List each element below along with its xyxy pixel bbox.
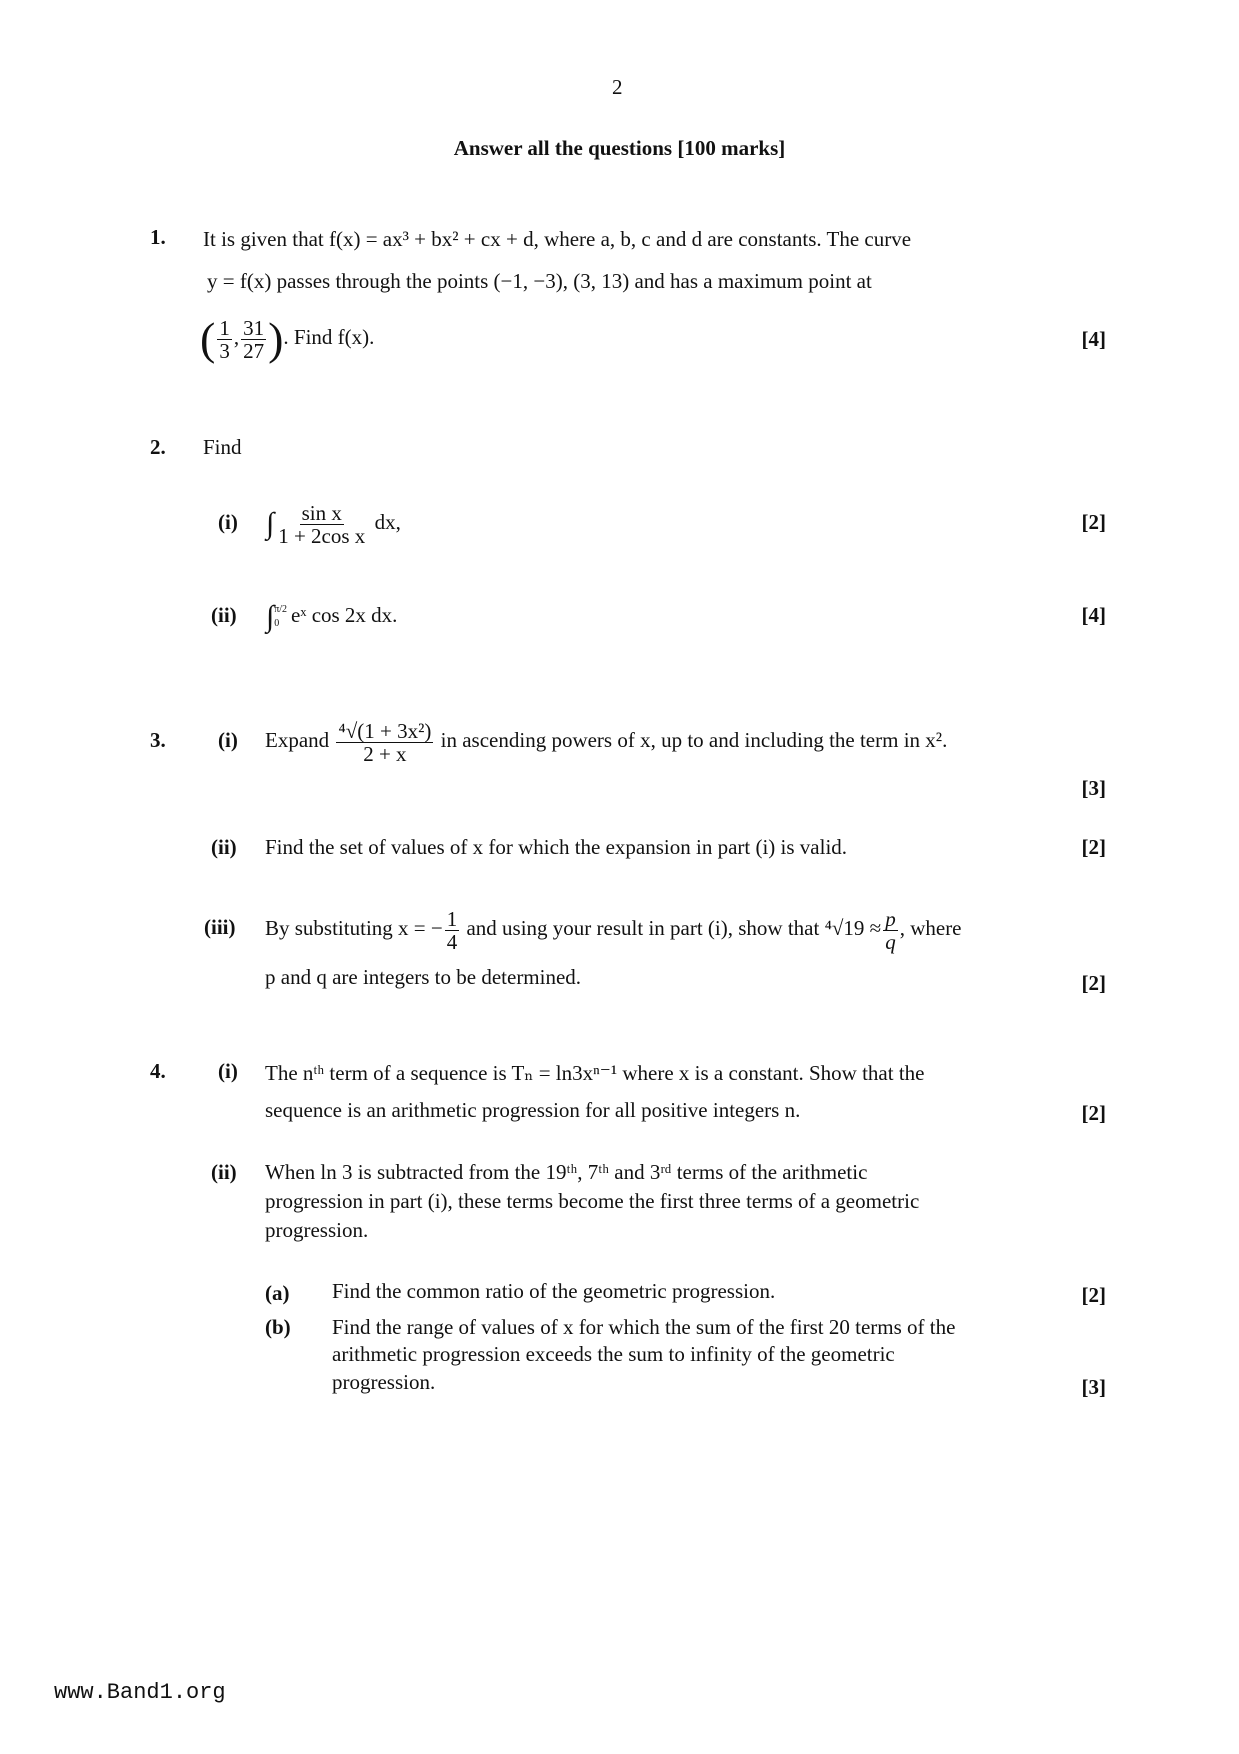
q1-line3: ( $\frac{1}{3}$ , $\frac{31}{27}$ ). Find f(x). <box>200 313 375 365</box>
q4-ii-b-line2: arithmetic progression exceeds the sum to infinity of the geometric <box>332 1342 895 1366</box>
q4-ii-b-line1: Find the range of values of x for which the sum of the first 20 terms of the <box>332 1315 956 1339</box>
marks: [2] <box>1081 1283 1106 1307</box>
q2-i-integral: ∫ $\frac{\text{sin x}}{\text{1 + 2cos x}}$ dx, <box>266 500 401 548</box>
fraction: $\frac{31}{27}$ <box>243 315 265 363</box>
marks: [3] <box>1081 776 1106 800</box>
question-number: 2. <box>150 435 166 459</box>
q2-intro: Find <box>203 435 242 459</box>
marks: [4] <box>1081 327 1106 351</box>
marks: [3] <box>1081 1375 1106 1399</box>
part-label: (iii) <box>204 915 236 939</box>
q4-ii-a-text: Find the common ratio of the geometric progression. <box>332 1279 776 1303</box>
part-label: (ii) <box>211 1160 237 1184</box>
q4-i-line2: sequence is an arithmetic progression for all positive integers n. <box>265 1098 801 1122</box>
footer-watermark: www.Band1.org <box>54 1680 226 1705</box>
part-label: (i) <box>218 728 238 752</box>
marks: [4] <box>1081 603 1106 627</box>
question-number: 1. <box>150 225 166 249</box>
page-number: 2 <box>612 75 623 99</box>
marks: [2] <box>1081 1101 1106 1125</box>
question-number: 3. <box>150 728 166 752</box>
question-number: 4. <box>150 1059 166 1083</box>
part-label: (b) <box>265 1315 291 1339</box>
part-label: (a) <box>265 1281 290 1305</box>
part-label: (i) <box>218 510 238 534</box>
part-label: (ii) <box>211 835 237 859</box>
page-heading: Answer all the questions [100 marks] <box>453 136 786 160</box>
q3-iii-line2: p and q are integers to be determined. <box>265 965 582 989</box>
marks: [2] <box>1081 510 1106 534</box>
q1-line2: y = f(x) passes through the points (−1, −3), (3, 13) and has a maximum point at <box>207 269 872 293</box>
q2-ii-integral: ∫ π/2 0 eˣ cos 2x dx. <box>266 600 398 634</box>
fraction: $\frac{1}{3}$ <box>219 315 230 363</box>
q4-ii-line2: progression in part (i), these terms become the first three terms of a geometric <box>265 1189 920 1213</box>
q3-iii-text: By substituting x = − $\frac{1}{4}$ and using your result in part (i), show that ⁴√19 ≈ $\frac{p}{q}$ , where <box>265 906 962 954</box>
part-label: (i) <box>218 1059 238 1083</box>
q4-ii-line1: When ln 3 is subtracted from the 19ᵗʰ, 7ᵗʰ and 3ʳᵈ terms of the arithmetic <box>265 1160 868 1184</box>
q3-ii-text: Find the set of values of x for which the expansion in part (i) is valid. <box>265 835 848 859</box>
q3-i-text: Expand $\frac{\text{⁴√(1 + 3x²)}}{2 + x}$ in ascending powers of x, up to and including the term in x². <box>265 718 948 766</box>
q4-ii-b-line3: progression. <box>332 1370 436 1394</box>
q4-i-line1: The nᵗʰ term of a sequence is Tₙ = ln3xⁿ⁻¹ where x is a constant. Show that the <box>265 1061 925 1085</box>
marks: [2] <box>1081 971 1106 995</box>
q1-line1: It is given that f(x) = ax³ + bx² + cx + d, where a, b, c and d are constants. The curve <box>203 227 912 251</box>
q4-ii-line3: progression. <box>265 1218 369 1242</box>
marks: [2] <box>1081 835 1106 859</box>
part-label: (ii) <box>211 603 237 627</box>
